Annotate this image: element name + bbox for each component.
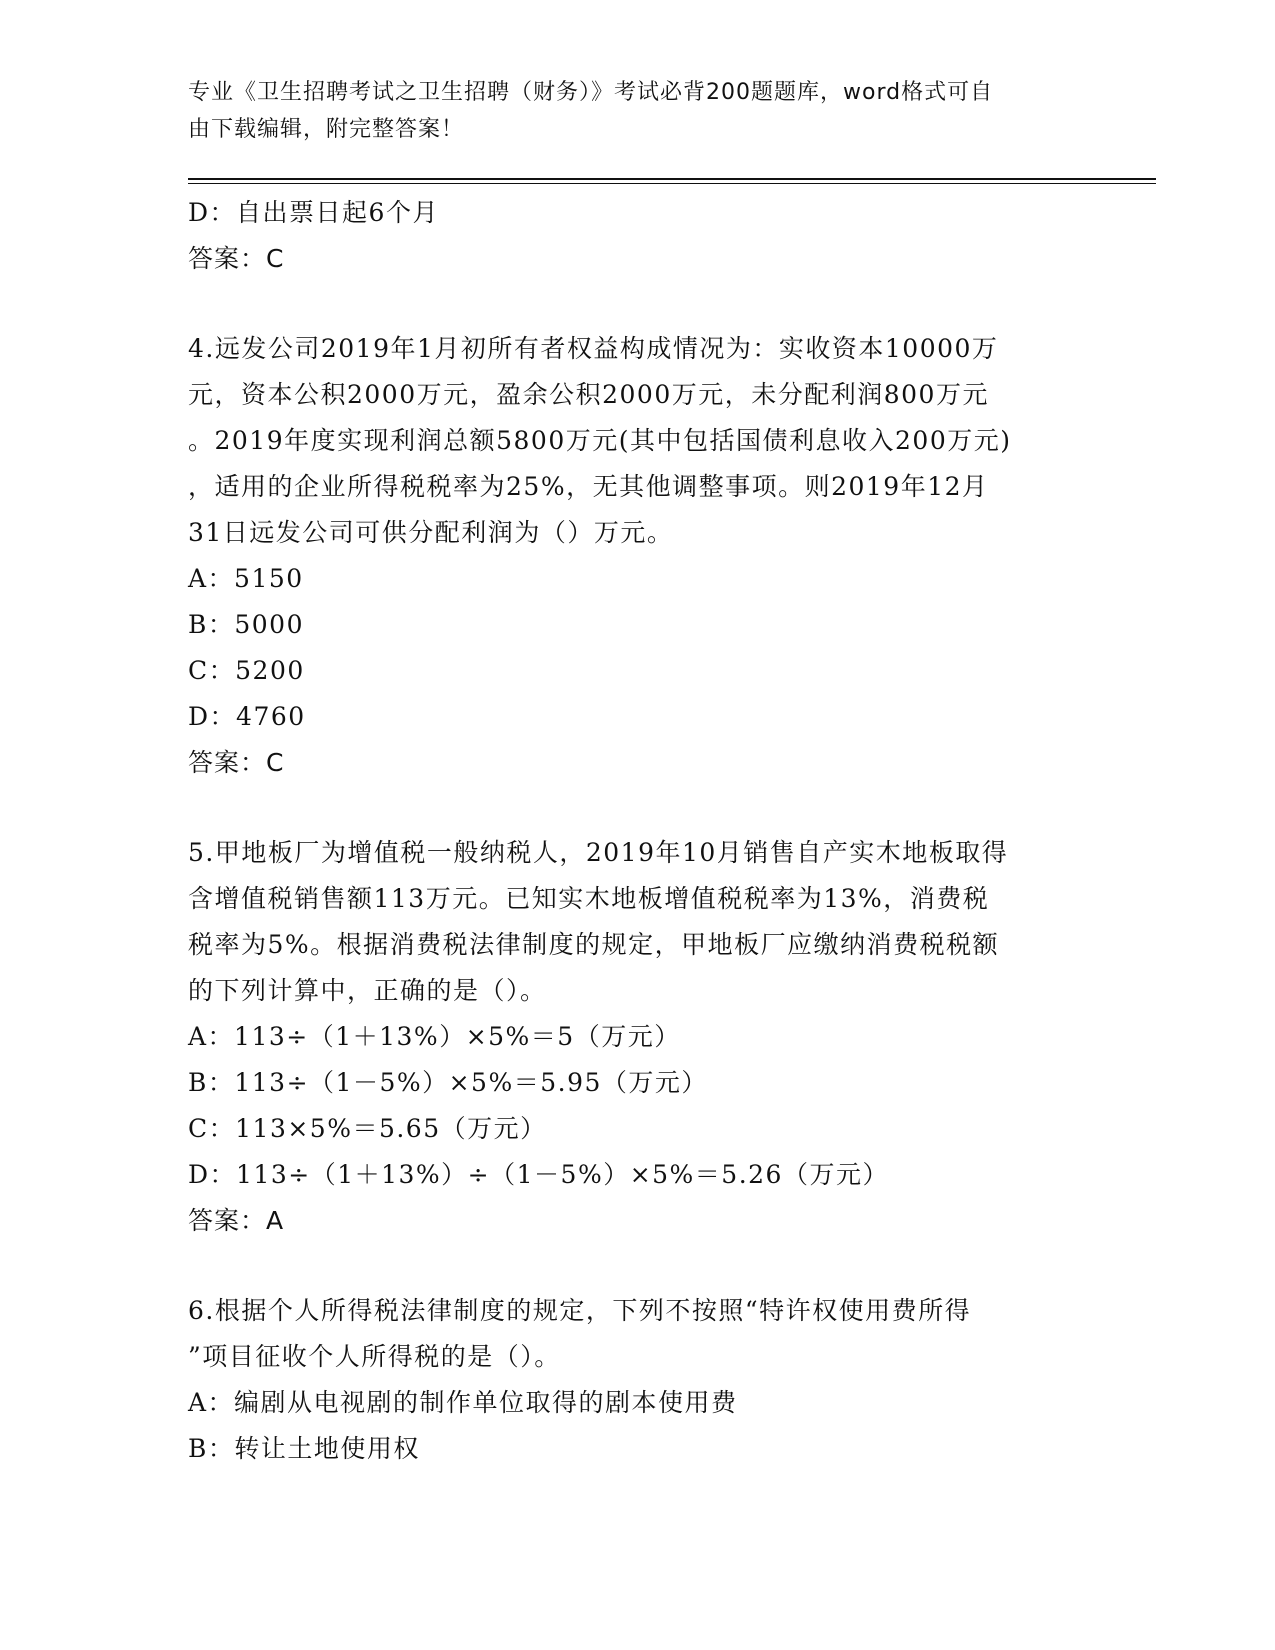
q3-option-d: D：自出票日起6个月 [188,198,439,227]
question-4 [188,326,1088,786]
q6-option-b: B：转让土地使用权 [188,1434,420,1463]
q5-option-d: D：113÷（1＋13%）÷（1－5%）×5%＝5.26（万元） [188,1160,889,1189]
q4-stem-line: ，适用的企业所得税税率为25%，无其他调整事项。则2019年12月 [188,472,989,501]
q5-stem-line: 含增值税销售额113万元。已知实木地板增值税税率为13%，消费税 [188,884,990,913]
q4-option-b: B：5000 [188,610,304,639]
q4-option-c: C：5200 [188,656,305,685]
q4-stem-line: 4.远发公司2019年1月初所有者权益构成情况为：实收资本10000万 [188,334,999,363]
header-line-2: 由下载编辑，附完整答案！ [188,117,465,142]
q3-answer: 答案：C [188,244,285,273]
q5-option-a: A：113÷（1＋13%）×5%＝5（万元） [188,1022,681,1051]
header-rule-thick [188,178,1156,180]
q5-stem-line: 的下列计算中，正确的是（）。 [188,976,547,1005]
q5-stem-line: 5.甲地板厂为增值税一般纳税人，2019年10月销售自产实木地板取得 [188,838,1009,867]
q6-option-a: A：编剧从电视剧的制作单位取得的剧本使用费 [188,1388,738,1417]
q4-option-a: A：5150 [188,564,304,593]
document-body [188,190,1088,1472]
document-header [188,74,1068,148]
q4-stem-line: 。2019年度实现利润总额5800万元(其中包括国债利息收入200万元) [188,426,1012,455]
header-rule-thin [188,183,1156,184]
header-line-1: 专业《卫生招聘考试之卫生招聘（财务）》考试必背200题题库，word格式可自 [188,80,994,105]
q5-option-c: C：113×5%＝5.65（万元） [188,1114,547,1143]
question-5 [188,830,1088,1244]
q6-stem-line: ”项目征收个人所得税的是（）。 [188,1342,561,1371]
q4-answer: 答案：C [188,748,285,777]
q5-stem-line: 税率为5%。根据消费税法律制度的规定，甲地板厂应缴纳消费税税额 [188,930,1000,959]
q5-answer: 答案：A [188,1206,285,1235]
q4-stem-line: 元，资本公积2000万元，盈余公积2000万元，未分配利润800万元 [188,380,989,409]
q4-stem-line: 31日远发公司可供分配利润为（）万元。 [188,518,674,547]
q5-option-b: B：113÷（1－5%）×5%＝5.95（万元） [188,1068,708,1097]
q6-stem-line: 6.根据个人所得税法律制度的规定，下列不按照“特许权使用费所得 [188,1296,972,1325]
q4-option-d: D：4760 [188,702,306,731]
question-6 [188,1288,1088,1472]
